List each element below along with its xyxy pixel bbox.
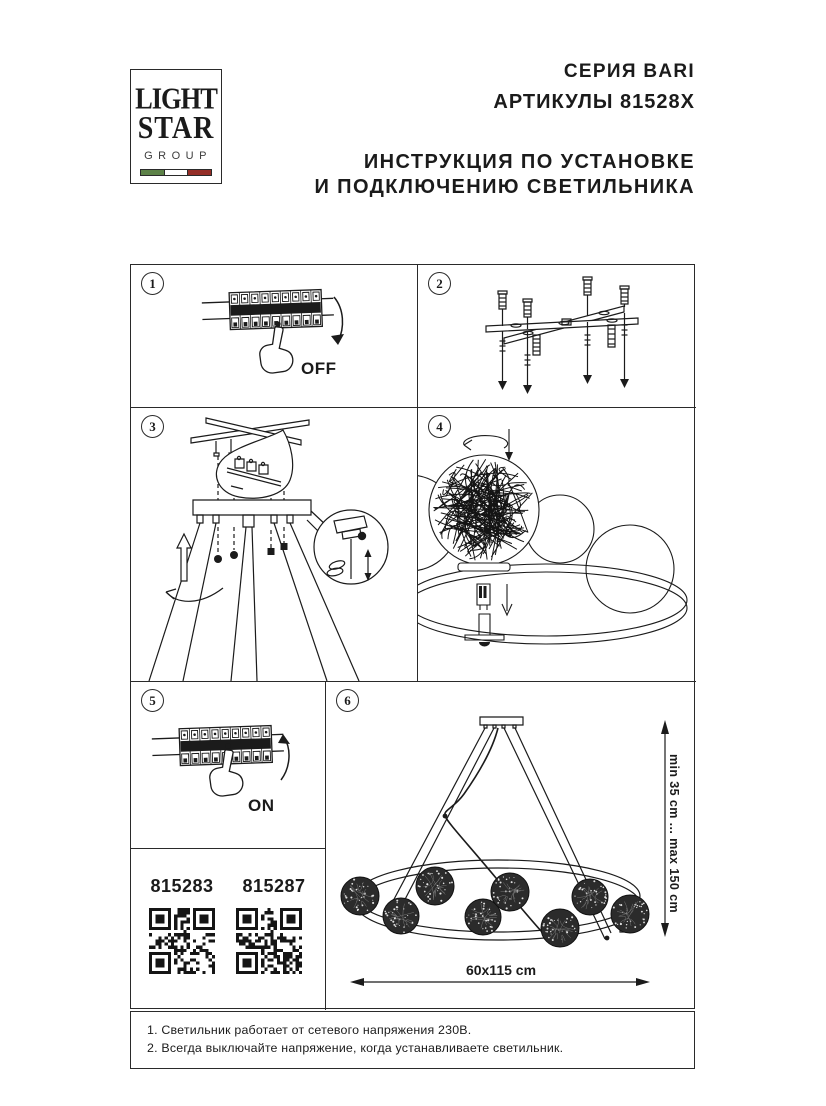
flag-green-segment <box>141 170 164 175</box>
article-number-815287: 815287 <box>242 876 306 896</box>
italian-flag-icon <box>140 169 212 176</box>
step6-panel <box>326 682 696 1010</box>
qr-code-815283 <box>149 908 215 974</box>
off-label: OFF <box>301 359 337 378</box>
step4-panel <box>418 408 696 681</box>
step3-panel <box>131 408 417 681</box>
footnotes <box>130 1011 695 1069</box>
step1-panel <box>131 265 417 407</box>
step2-panel <box>418 265 696 407</box>
step5-panel <box>131 682 325 848</box>
series-title: СЕРИЯ BARI <box>563 61 695 82</box>
step2-badge: 2 <box>428 272 451 295</box>
step2-brackets-illustration <box>418 265 696 407</box>
step4-shade-illustration <box>418 408 696 681</box>
flag-red-segment <box>188 170 211 175</box>
height-range-label: min 35 cm ... max 150 cm <box>667 754 681 913</box>
header <box>314 61 695 200</box>
step3-canopy-illustration <box>131 408 417 681</box>
step6-badge: 6 <box>336 689 359 712</box>
logo-group-text: GROUP <box>144 150 212 162</box>
footnote-line2: 2. Всегда выключайте напряжение, когда устанавливаете светильник. <box>147 1040 564 1055</box>
flag-white-segment <box>164 170 189 175</box>
articles-title: АРТИКУЛЫ 81528X <box>493 91 695 113</box>
step3-badge: 3 <box>141 415 164 438</box>
instruction-title-line1: ИНСТРУКЦИЯ ПО УСТАНОВКЕ <box>363 151 695 173</box>
size-label: 60x115 cm <box>465 962 537 978</box>
instruction-title <box>314 150 695 200</box>
footnote-line1: 1. Светильник работает от сетевого напряжения 230В. <box>147 1023 472 1037</box>
step5-badge: 5 <box>141 689 164 712</box>
step6-chandelier-illustration <box>326 682 696 1010</box>
step1-breaker-off-illustration <box>131 265 417 407</box>
lightstar-logo <box>130 69 222 184</box>
qr-code-815287 <box>236 908 302 974</box>
logo-star-text: STAR <box>137 110 215 147</box>
on-label: ON <box>248 796 275 815</box>
instruction-title-line2: И ПОДКЛЮЧЕНИЮ СВЕТИЛЬНИКА <box>314 176 695 198</box>
steps-grid <box>130 264 695 1009</box>
logo-light-text: LIGHT <box>135 80 217 116</box>
article-codes-panel <box>131 849 325 1010</box>
step1-badge: 1 <box>141 272 164 295</box>
step4-badge: 4 <box>428 415 451 438</box>
article-number-815283: 815283 <box>150 876 214 896</box>
